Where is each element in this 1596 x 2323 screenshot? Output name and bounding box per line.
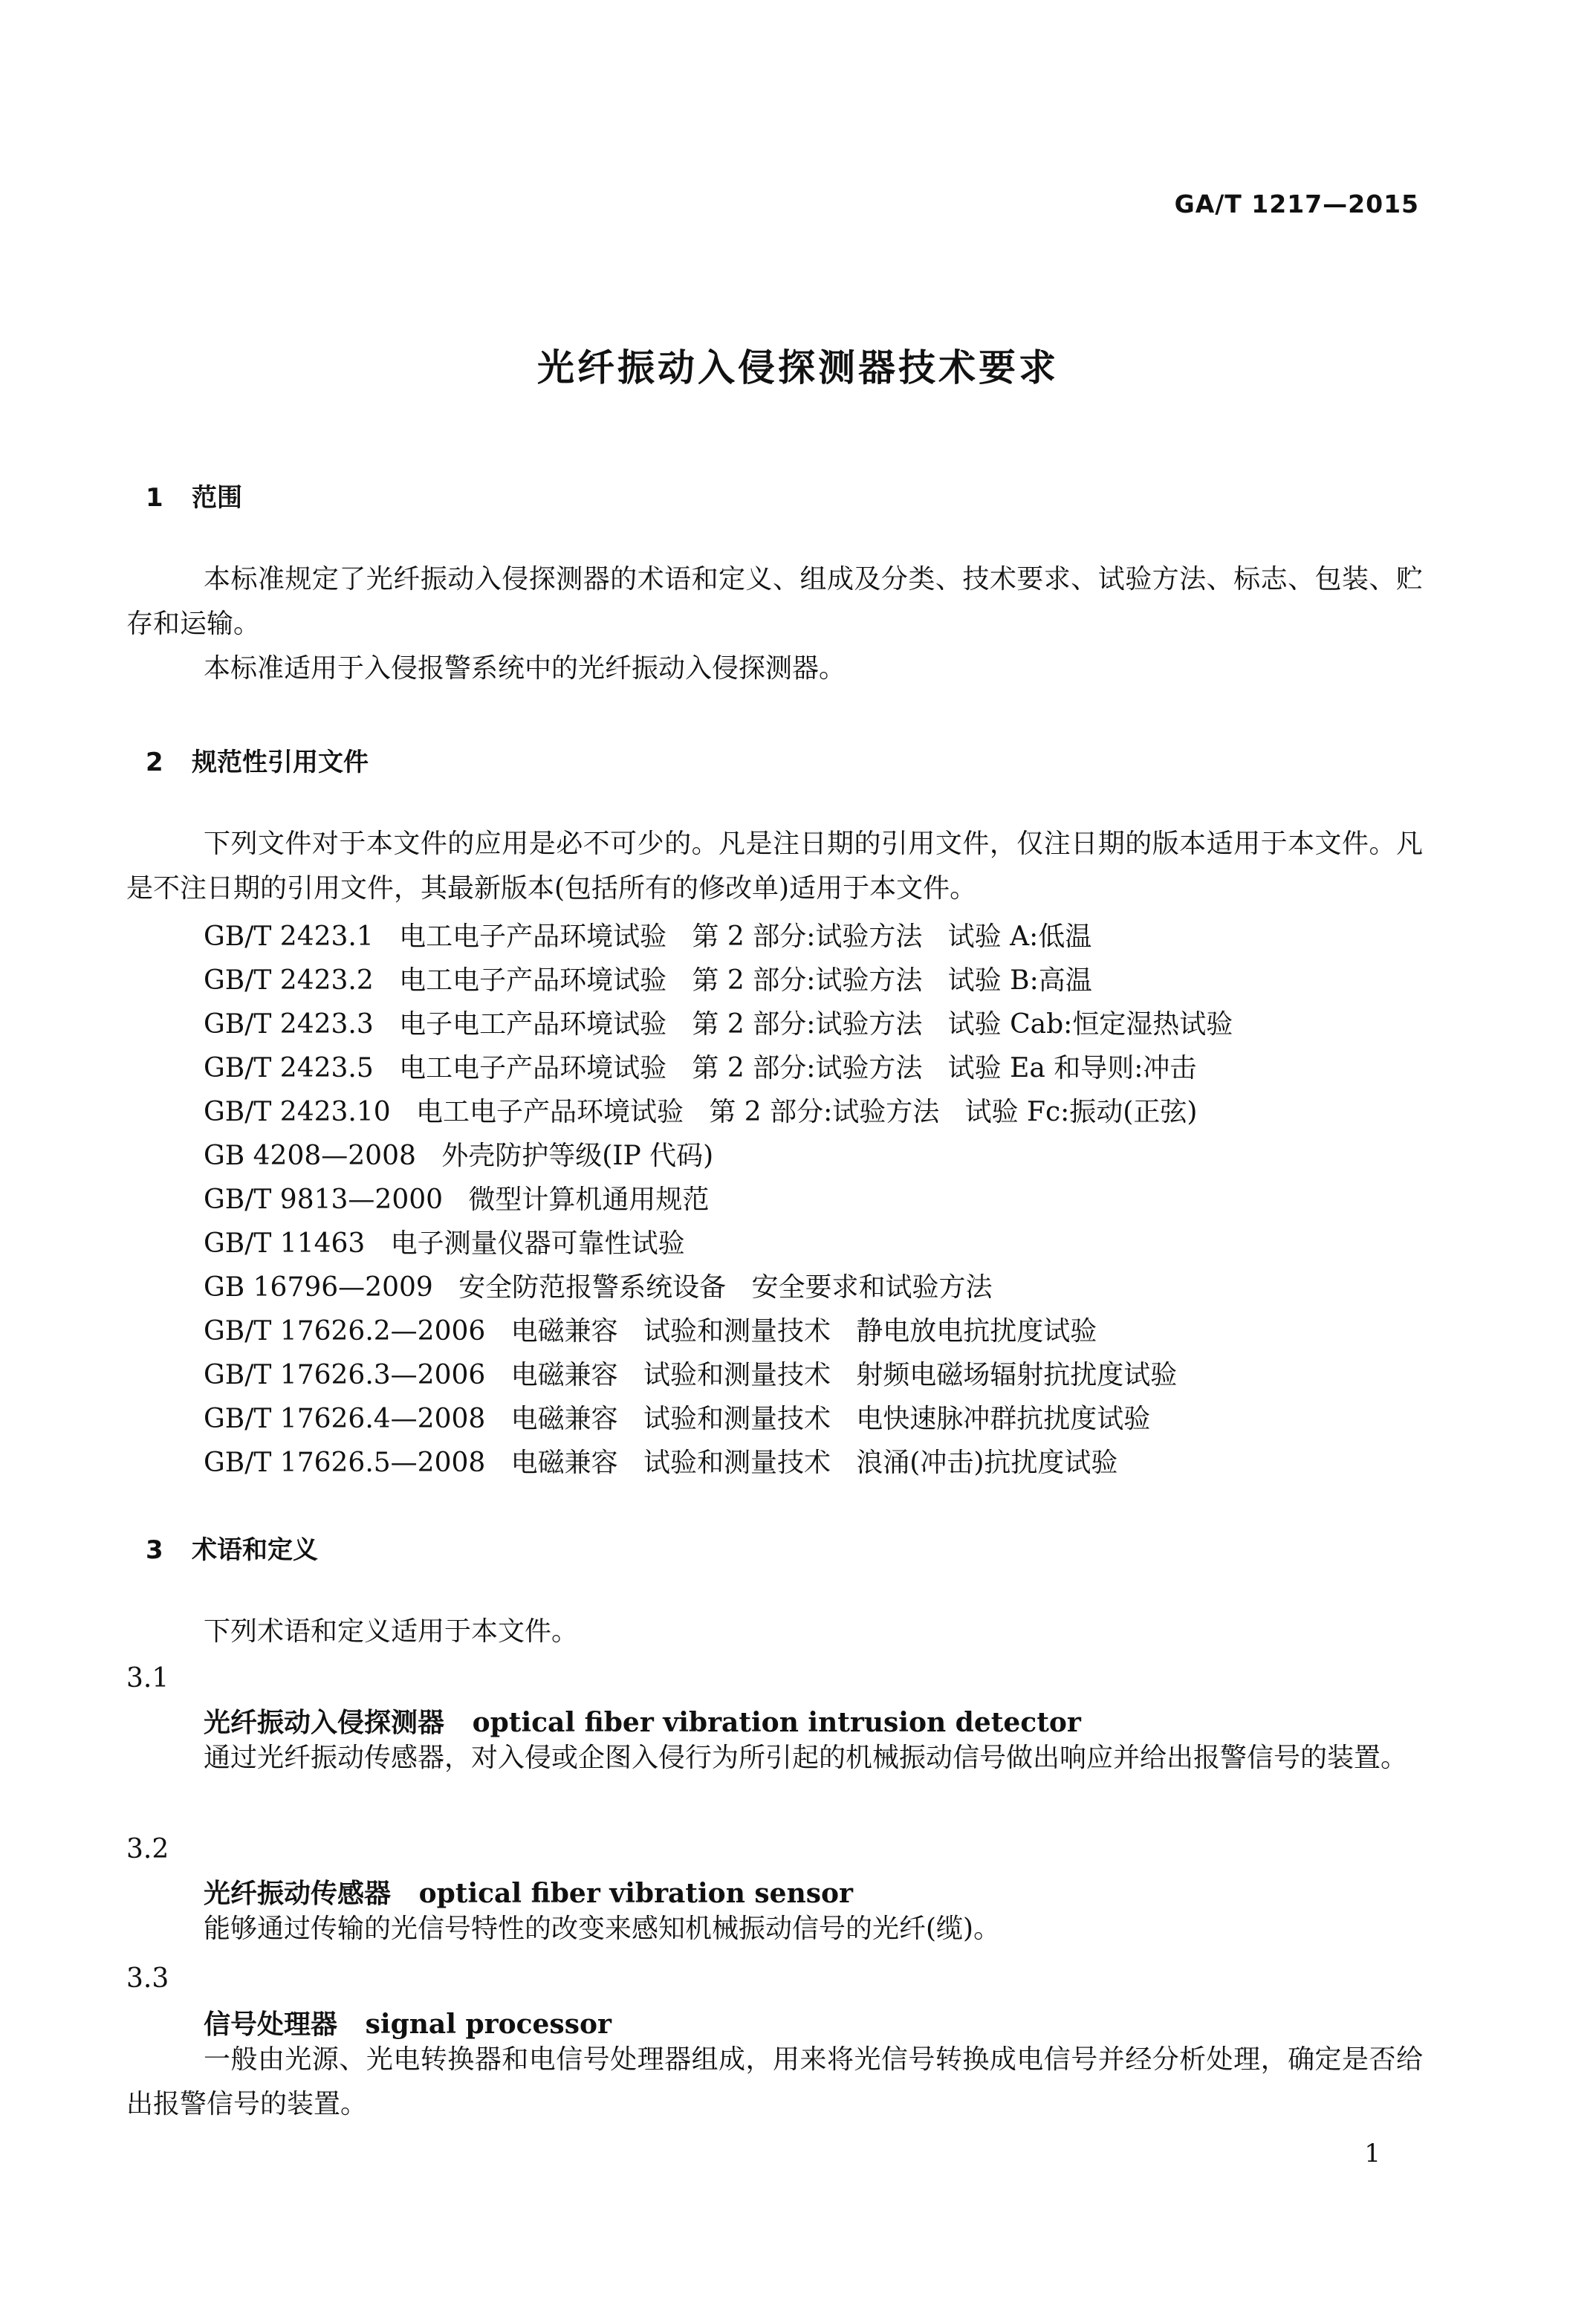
- standard-code: GA/T 1217—2015: [1174, 189, 1419, 218]
- reference-item: GB/T 2423.3 电子电工产品环境试验 第 2 部分:试验方法 试验 Cab:恒定湿热试验: [204, 1009, 1233, 1040]
- reference-item: GB/T 17626.4—2008 电磁兼容 试验和测量技术 电快速脉冲群抗扰度试验: [204, 1404, 1151, 1434]
- term-number: 3.1: [126, 1663, 169, 1694]
- reference-item: GB/T 2423.1 电工电子产品环境试验 第 2 部分:试验方法 试验 A:低温: [204, 921, 1092, 952]
- section-number: 3: [146, 1535, 163, 1565]
- section-title: 范围: [192, 483, 242, 513]
- section-number: 1: [146, 483, 163, 513]
- term-definition: 通过光纤振动传感器，对入侵或企图入侵行为所引起的机械振动信号做出响应并给出报警信号的装置。: [204, 1743, 1408, 1773]
- reference-item: GB 16796—2009 安全防范报警系统设备 安全要求和试验方法: [204, 1272, 993, 1303]
- section-2-heading: [146, 742, 369, 778]
- term-number: 3.2: [126, 1834, 169, 1864]
- reference-item: GB/T 17626.3—2006 电磁兼容 试验和测量技术 射频电磁场辐射抗扰度试验: [204, 1360, 1178, 1390]
- reference-item: GB/T 2423.10 电工电子产品环境试验 第 2 部分:试验方法 试验 Fc:振动(正弦): [204, 1097, 1198, 1127]
- section-title: 规范性引用文件: [192, 748, 369, 777]
- document-title: 光纤振动入侵探测器技术要求: [537, 346, 1059, 389]
- section-1-heading: [146, 477, 242, 513]
- paragraph: 下列文件对于本文件的应用是必不可少的。凡是注日期的引用文件，仅注日期的版本适用于本文件。凡是不注日期的引用文件，其最新版本(包括所有的修改单)适用于本文件。: [126, 829, 1423, 904]
- reference-item: GB/T 2423.5 电工电子产品环境试验 第 2 部分:试验方法 试验 Ea 和导则:冲击: [204, 1053, 1197, 1083]
- section-3-heading: [146, 1529, 318, 1566]
- reference-item: GB/T 17626.2—2006 电磁兼容 试验和测量技术 静电放电抗扰度试验: [204, 1316, 1097, 1347]
- section-number: 2: [146, 748, 163, 777]
- term-name: [204, 1702, 1081, 1740]
- term-name-zh: 光纤振动传感器: [204, 1879, 392, 1909]
- paragraph: 本标准适用于入侵报警系统中的光纤振动入侵探测器。: [204, 653, 846, 684]
- term-name-zh: 光纤振动入侵探测器: [204, 1708, 445, 1738]
- reference-item: GB/T 2423.2 电工电子产品环境试验 第 2 部分:试验方法 试验 B:高温: [204, 965, 1092, 996]
- paragraph: 下列术语和定义适用于本文件。: [204, 1616, 579, 1647]
- term-name-en: optical fiber vibration intrusion detector: [472, 1707, 1081, 1738]
- term-name: [204, 1873, 853, 1911]
- term-definition: 能够通过传输的光信号特性的改变来感知机械振动信号的光纤(缆)。: [204, 1914, 1001, 1944]
- reference-item: GB/T 11463 电子测量仪器可靠性试验: [204, 1228, 685, 1259]
- term-definition: 一般由光源、光电转换器和电信号处理器组成，用来将光信号转换成电信号并经分析处理，确定是否给出报警信号的装置。: [126, 2044, 1423, 2119]
- reference-item: GB/T 9813—2000 微型计算机通用规范: [204, 1185, 710, 1215]
- page-number: 1: [1364, 2139, 1381, 2168]
- paragraph: 本标准规定了光纤振动入侵探测器的术语和定义、组成及分类、技术要求、试验方法、标志、包装、贮存和运输。: [126, 564, 1423, 639]
- reference-item: GB/T 17626.5—2008 电磁兼容 试验和测量技术 浪涌(冲击)抗扰度试验: [204, 1448, 1118, 1478]
- term-name-en: signal processor: [365, 2009, 612, 2040]
- term-name-zh: 信号处理器: [204, 2009, 338, 2040]
- term-name: [204, 2003, 612, 2041]
- term-number: 3.3: [126, 1963, 169, 1994]
- section-title: 术语和定义: [192, 1535, 318, 1565]
- reference-item: GB 4208—2008 外壳防护等级(IP 代码): [204, 1141, 714, 1171]
- term-name-en: optical fiber vibration sensor: [418, 1878, 853, 1909]
